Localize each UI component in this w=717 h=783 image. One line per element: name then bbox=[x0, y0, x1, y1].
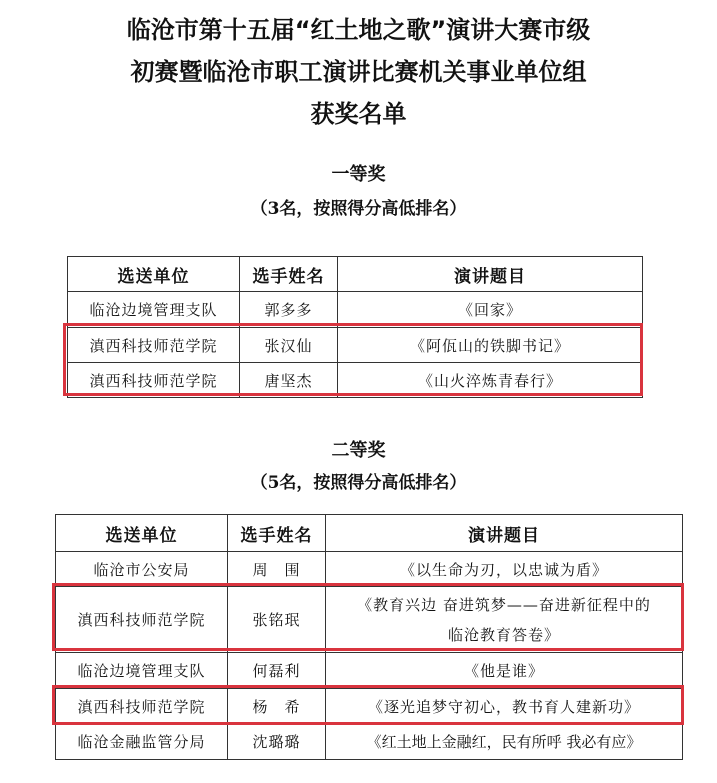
table-row bbox=[68, 328, 643, 363]
table-row bbox=[56, 724, 683, 760]
cell-name: 沈璐璐 bbox=[228, 724, 326, 760]
cell-unit: 滇西科技师范学院 bbox=[56, 587, 228, 653]
cell-name: 何磊利 bbox=[228, 653, 326, 689]
cell-name: 张汉仙 bbox=[240, 328, 338, 363]
document-title-line-2: 初赛暨临沧市职工演讲比赛机关事业单位组 bbox=[130, 58, 587, 86]
column-header-unit: 选送单位 bbox=[68, 257, 240, 292]
cell-unit: 临沧边境管理支队 bbox=[56, 653, 228, 689]
table-header-row bbox=[56, 515, 683, 552]
column-header-topic: 演讲题目 bbox=[326, 515, 683, 552]
cell-name: 张铭珉 bbox=[228, 587, 326, 653]
first-prize-table bbox=[67, 256, 643, 398]
cell-topic bbox=[326, 587, 683, 653]
cell-topic: 《山火淬炼青春行》 bbox=[338, 363, 643, 398]
table-row bbox=[68, 363, 643, 398]
table-row bbox=[56, 587, 683, 653]
table-row bbox=[56, 689, 683, 724]
table-row bbox=[56, 552, 683, 587]
column-header-unit: 选送单位 bbox=[56, 515, 228, 552]
first-prize-note: （3名，按照得分高低排名） bbox=[250, 199, 467, 219]
first-prize-heading: 一等奖 bbox=[331, 164, 386, 185]
cell-unit: 临沧边境管理支队 bbox=[68, 292, 240, 328]
cell-topic-line: 《教育兴边 奋进筑梦——奋进新征程中的 bbox=[357, 595, 651, 614]
document-title-line-3: 获奖名单 bbox=[310, 100, 407, 128]
second-prize-note: （5名，按照得分高低排名） bbox=[250, 473, 467, 493]
cell-topic: 《他是谁》 bbox=[326, 653, 683, 689]
column-header-name: 选手姓名 bbox=[228, 515, 326, 552]
column-header-topic: 演讲题目 bbox=[338, 257, 643, 292]
cell-unit: 滇西科技师范学院 bbox=[68, 363, 240, 398]
cell-name: 唐坚杰 bbox=[240, 363, 338, 398]
cell-topic-line: 临沧教育答卷》 bbox=[447, 625, 560, 644]
cell-name: 杨 希 bbox=[228, 689, 326, 724]
table-row bbox=[68, 292, 643, 328]
column-header-name: 选手姓名 bbox=[240, 257, 338, 292]
cell-unit: 临沧市公安局 bbox=[56, 552, 228, 587]
cell-unit: 临沧金融监管分局 bbox=[56, 724, 228, 760]
cell-topic: 《红土地上金融红，民有所呼 我必有应》 bbox=[326, 724, 683, 760]
cell-name: 周 围 bbox=[228, 552, 326, 587]
cell-topic: 《逐光追梦守初心，教书育人建新功》 bbox=[326, 689, 683, 724]
second-prize-table bbox=[55, 514, 683, 760]
table-header-row bbox=[68, 257, 643, 292]
cell-topic: 《阿佤山的铁脚书记》 bbox=[338, 328, 643, 363]
cell-unit: 滇西科技师范学院 bbox=[56, 689, 228, 724]
table-row bbox=[56, 653, 683, 689]
cell-name: 郭多多 bbox=[240, 292, 338, 328]
second-prize-heading: 二等奖 bbox=[331, 440, 386, 461]
cell-topic: 《以生命为刃，以忠诚为盾》 bbox=[326, 552, 683, 587]
cell-topic: 《回家》 bbox=[338, 292, 643, 328]
document-title-line-1: 临沧市第十五届“红土地之歌”演讲大赛市级 bbox=[126, 16, 591, 44]
cell-unit: 滇西科技师范学院 bbox=[68, 328, 240, 363]
